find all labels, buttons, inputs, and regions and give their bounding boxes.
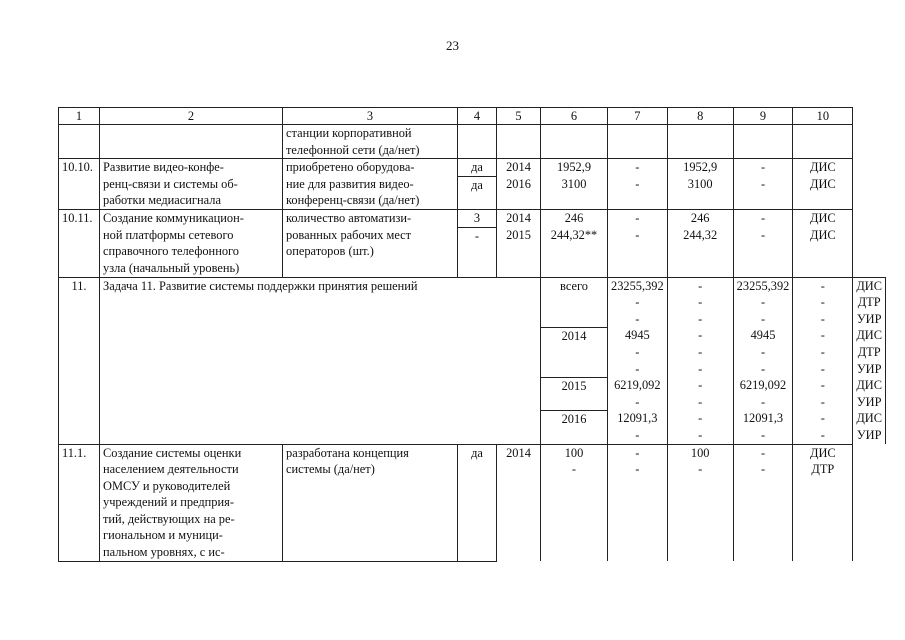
header-cell: 2 (100, 108, 283, 125)
value-cell: 244,32** (541, 227, 608, 277)
value-cell: - - (608, 444, 668, 561)
table-row (59, 125, 886, 159)
year-cell: 2016 (497, 176, 541, 209)
value-cell: - - - (667, 327, 733, 377)
value-cell: - (608, 159, 668, 177)
header-cell: 4 (458, 108, 497, 125)
value-cell: 4945 - - (608, 327, 668, 377)
value-cell: 1952,9 (667, 159, 733, 177)
year-cell: 2015 (541, 377, 608, 410)
executor-cell: ДИС ДТР УИР (853, 277, 886, 327)
activity-name: Развитие видео-конфе- ренц-связи и системы об- работки медиасигнала (100, 159, 283, 210)
header-cell: 10 (793, 108, 853, 125)
value-cell: 246 (541, 209, 608, 227)
value-cell: да (458, 159, 497, 177)
task-title: Задача 11. Развитие системы поддержки принятия решений (100, 277, 541, 444)
year-cell: 2014 (541, 327, 608, 377)
header-cell: 7 (608, 108, 668, 125)
value-cell: - - - (793, 327, 853, 377)
value-cell: - (733, 159, 793, 177)
value-cell: - (608, 176, 668, 209)
executor-cell: ДИС (793, 227, 853, 277)
year-cell: 2014 (497, 209, 541, 227)
page-number: 23 (446, 38, 459, 53)
header-cell: 9 (733, 108, 793, 125)
header-cell: 1 (59, 108, 100, 125)
value-cell: 3 (458, 209, 497, 227)
value-cell: - - (733, 444, 793, 561)
row-number: 10.10. (59, 159, 100, 210)
value-cell: 100 - (667, 444, 733, 561)
header-cell: 3 (283, 108, 458, 125)
header-cell: 5 (497, 108, 541, 125)
header-cell: 6 (541, 108, 608, 125)
value-cell: - (733, 209, 793, 227)
value-cell: 12091,3 - (608, 410, 668, 444)
row-number: 10.11. (59, 209, 100, 277)
value-cell: 244,32 (667, 227, 733, 277)
header-cell: 8 (667, 108, 733, 125)
table-row (59, 209, 886, 227)
value-cell: - - - (667, 277, 733, 327)
year-cell: всего (541, 277, 608, 327)
value-cell: - - (667, 410, 733, 444)
year-cell: 2016 (541, 410, 608, 444)
program-table (58, 107, 886, 562)
value-cell: 6219,092 - (608, 377, 668, 410)
value-cell: - (733, 227, 793, 277)
header-row (59, 108, 886, 125)
indicator-cell: разработана концепция системы (да/нет) (283, 444, 458, 561)
value-cell: 246 (667, 209, 733, 227)
year-cell: 2014 (497, 159, 541, 177)
executor-cell: ДИС УИР (853, 410, 886, 444)
value-cell: - (458, 227, 497, 277)
executor-cell: ДИС (793, 159, 853, 177)
executor-cell: ДИС УИР (853, 377, 886, 410)
value-cell: да (458, 176, 497, 209)
row-number: 11.1. (59, 444, 100, 561)
row-number: 11. (59, 277, 100, 444)
value-cell: 100 - (541, 444, 608, 561)
executor-cell: ДИС (793, 176, 853, 209)
value-cell: - (608, 227, 668, 277)
value-cell: - (608, 209, 668, 227)
value-cell: 1952,9 (541, 159, 608, 177)
value-cell: 6219,092 - (733, 377, 793, 410)
activity-name: Создание коммуникацион- ной платформы сетевого справочного телефонного узла (начальный уровень) (100, 209, 283, 277)
value-cell: 3100 (667, 176, 733, 209)
value-cell: 12091,3 - (733, 410, 793, 444)
indicator-cell: приобретено оборудова- ние для развития видео- конференц-связи (да/нет) (283, 159, 458, 210)
table-row (59, 277, 886, 327)
value-cell: да (458, 444, 497, 561)
year-cell: 2014 (497, 444, 541, 561)
table-row (59, 444, 886, 561)
indicator-cell: станции корпоративной телефонной сети (да/нет) (283, 125, 458, 159)
value-cell: 23255,392 - - (733, 277, 793, 327)
indicator-cell: количество автоматизи- рованных рабочих мест операторов (шт.) (283, 209, 458, 277)
table-row (59, 159, 886, 177)
value-cell: - - - (793, 277, 853, 327)
year-cell: 2015 (497, 227, 541, 277)
activity-name: Создание системы оценки населением деятельности ОМСУ и руководителей учреждений и предприя- тий, действующих на ре- гиональном и муници- пальном уровнях, с ис- (100, 444, 283, 561)
executor-cell: ДИС ДТР (793, 444, 853, 561)
value-cell: - (733, 176, 793, 209)
value-cell: - - (793, 410, 853, 444)
executor-cell: ДИС (793, 209, 853, 227)
value-cell: - - (667, 377, 733, 410)
value-cell: 23255,392 - - (608, 277, 668, 327)
value-cell: 3100 (541, 176, 608, 209)
executor-cell: ДИС ДТР УИР (853, 327, 886, 377)
value-cell: - - (793, 377, 853, 410)
value-cell: 4945 - - (733, 327, 793, 377)
